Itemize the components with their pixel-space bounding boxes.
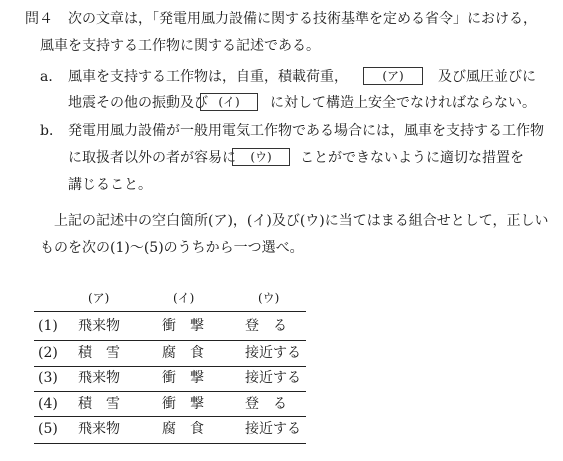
table-rule-top (34, 311, 306, 312)
table-rule-bottom (34, 443, 306, 444)
row-number: (1) (38, 318, 58, 334)
item-b-line1: 発電用風力設備が一般用電気工作物である場合には，風車を支持する工作物 (68, 123, 544, 139)
item-a-label: a． (40, 69, 63, 85)
table-rule (34, 366, 306, 367)
item-b-line3: 講じること。 (68, 177, 152, 193)
item-a-line2-before: 地震その他の振動及び (68, 95, 208, 111)
table-rule (34, 340, 306, 341)
table-rule (34, 391, 306, 392)
item-a-line1-before: 風車を支持する工作物は，自重，積載荷重， (68, 69, 348, 85)
cell-c: 接近する (245, 370, 301, 386)
item-a-line2-after: に対して構造上安全でなければならない。 (270, 95, 536, 111)
row-number: (5) (38, 421, 58, 437)
cell-b: 衝 撃 (162, 370, 204, 386)
cell-a: 積 雪 (78, 396, 120, 412)
cell-a: 飛来物 (78, 421, 120, 437)
question-line1: 次の文章は，「発電用風力設備に関する技術基準を定める省令」における， (68, 11, 537, 27)
blank-b-label: (イ) (200, 93, 258, 111)
cell-c: 登 る (245, 396, 287, 412)
cell-c: 接近する (245, 345, 301, 361)
question-number: 問４ (25, 11, 53, 27)
blank-b (200, 93, 258, 111)
row-number: (4) (38, 396, 58, 412)
header-c: (ウ) (258, 291, 280, 305)
item-b-line2-after: ことができないように適切な措置を (300, 150, 524, 166)
blank-a (363, 67, 423, 85)
cell-a: 積 雪 (78, 345, 120, 361)
header-b: (イ) (173, 291, 195, 305)
cell-c: 接近する (245, 421, 301, 437)
cell-b: 衝 撃 (162, 318, 204, 334)
item-b-line2-before: に取扱者以外の者が容易に (68, 150, 236, 166)
cell-c: 登 る (245, 318, 287, 334)
cell-b: 腐 食 (162, 345, 204, 361)
row-number: (3) (38, 370, 58, 386)
table-rule (34, 416, 306, 417)
blank-c-label: (ウ) (232, 148, 290, 166)
instruction-line2: ものを次の(1)～(5)のうちから一つ選べ。 (40, 240, 304, 256)
item-a-line1-after: 及び風圧並びに (438, 69, 536, 85)
question-line2: 風車を支持する工作物に関する記述である。 (40, 38, 320, 54)
cell-a: 飛来物 (78, 370, 120, 386)
cell-a: 飛来物 (78, 318, 120, 334)
instruction-line1: 上記の記述中の空白箇所(ア)，(イ)及び(ウ)に当てはまる組合せとして，正しい (54, 213, 549, 229)
row-number: (2) (38, 345, 58, 361)
header-a: (ア) (88, 291, 110, 305)
cell-b: 衝 撃 (162, 396, 204, 412)
blank-a-label: (ア) (363, 67, 423, 85)
blank-c (232, 148, 290, 166)
cell-b: 腐 食 (162, 421, 204, 437)
item-b-label: b． (40, 123, 63, 139)
